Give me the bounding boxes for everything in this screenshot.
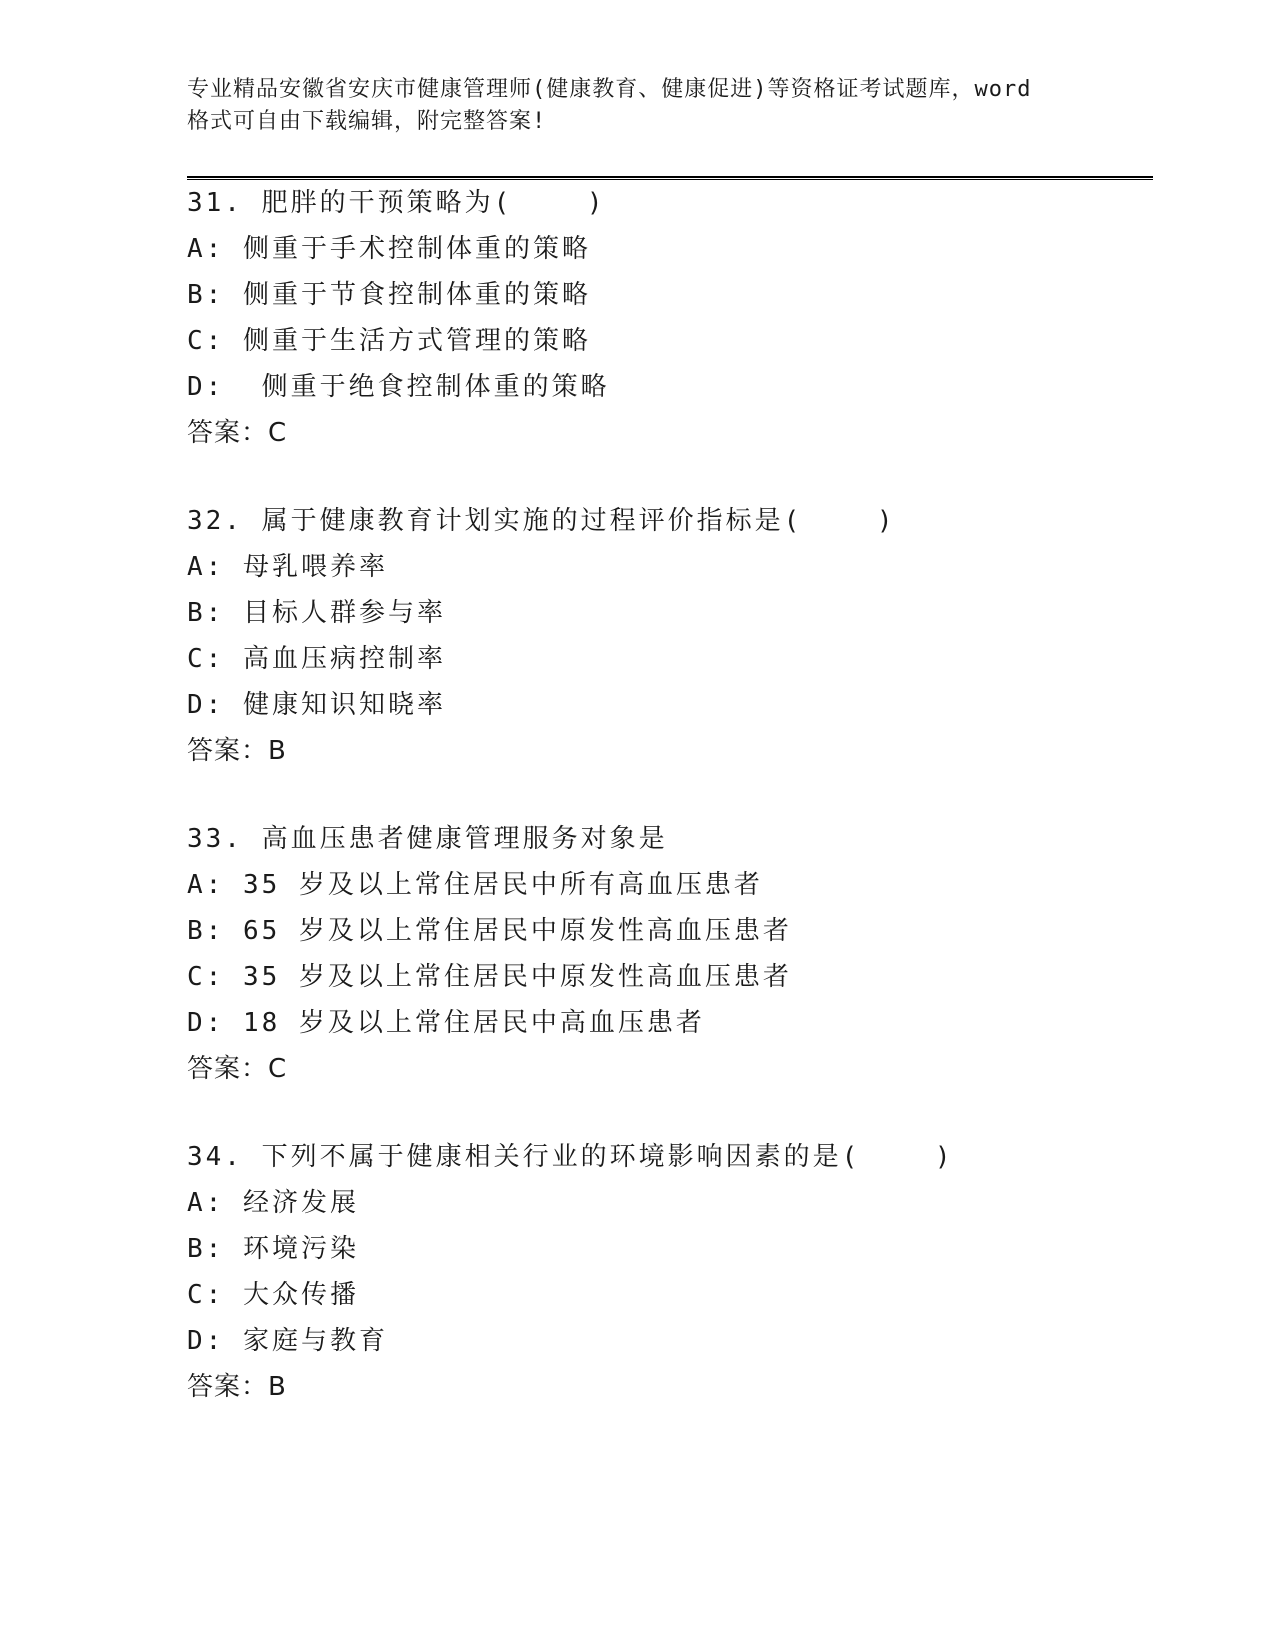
option-b: B: 侧重于节食控制体重的策略 — [187, 280, 591, 310]
option-c: C: 大众传播 — [187, 1280, 359, 1310]
answer-text: 答案：B — [187, 736, 287, 766]
option-b: B: 目标人群参与率 — [187, 598, 446, 628]
question-stem: 31. 肥胖的干预策略为( ) — [187, 188, 606, 218]
question-stem: 34. 下列不属于健康相关行业的环境影响因素的是( ) — [187, 1142, 954, 1172]
option-c: C: 35 岁及以上常住居民中原发性高血压患者 — [187, 962, 792, 992]
option-d: D: 健康知识知晓率 — [187, 690, 446, 720]
option-a: A: 母乳喂养率 — [187, 552, 388, 582]
option-d: D: 侧重于绝食控制体重的策略 — [187, 372, 610, 402]
answer-text: 答案：C — [187, 1054, 288, 1084]
option-a: A: 经济发展 — [187, 1188, 359, 1218]
question-32 — [187, 498, 1147, 774]
question-33 — [187, 816, 1147, 1092]
answer-text: 答案：C — [187, 418, 288, 448]
option-d: D: 家庭与教育 — [187, 1326, 388, 1356]
option-a: A: 侧重于手术控制体重的策略 — [187, 234, 591, 264]
question-stem: 33. 高血压患者健康管理服务对象是 — [187, 824, 668, 854]
answer-text: 答案：B — [187, 1372, 287, 1402]
option-b: B: 环境污染 — [187, 1234, 359, 1264]
question-stem: 32. 属于健康教育计划实施的过程评价指标是( ) — [187, 506, 896, 536]
header-line-1: 专业精品安徽省安庆市健康管理师(健康教育、健康促进)等资格证考试题库，word — [187, 77, 1032, 102]
option-d: D: 18 岁及以上常住居民中高血压患者 — [187, 1008, 705, 1038]
document-header — [187, 74, 1087, 138]
option-b: B: 65 岁及以上常住居民中原发性高血压患者 — [187, 916, 792, 946]
option-a: A: 35 岁及以上常住居民中所有高血压患者 — [187, 870, 763, 900]
option-c: C: 高血压病控制率 — [187, 644, 446, 674]
question-34 — [187, 1134, 1147, 1410]
question-31 — [187, 180, 1147, 456]
header-line-2: 格式可自由下载编辑，附完整答案! — [187, 109, 547, 134]
option-c: C: 侧重于生活方式管理的策略 — [187, 326, 591, 356]
